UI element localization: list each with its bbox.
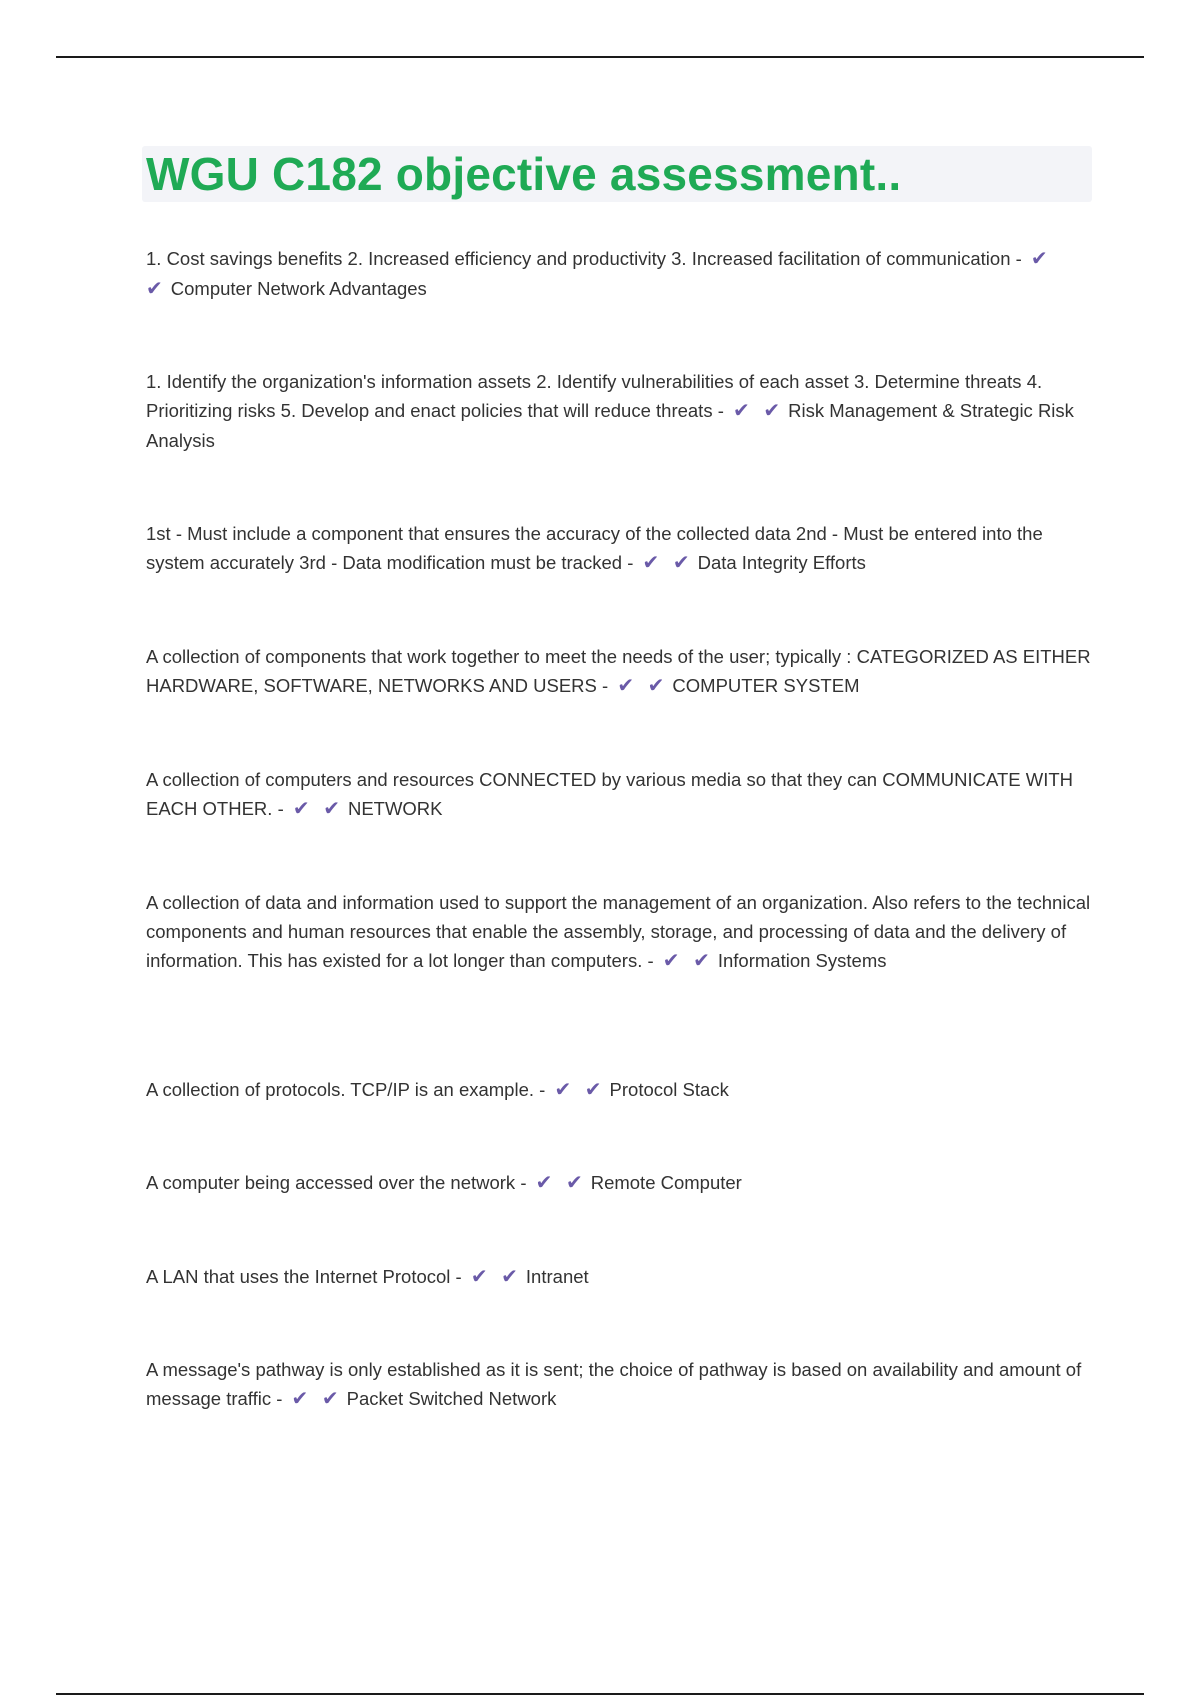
qa-entry [146,888,1096,976]
question-text: A LAN that uses the Internet Protocol - [146,1266,462,1287]
double-check-icon: ✔ ✔ [291,1388,343,1410]
question-text: A collection of components that work together to meet the needs of the user; typically : CATEGORIZED AS EITHER HARDWARE, SOFTWARE, NETWORKS AND USERS - [146,646,1091,696]
qa-entry [146,244,1096,304]
qa-entry [146,1355,1096,1414]
answer-text: COMPUTER SYSTEM [672,675,860,696]
question-text: A message's pathway is only established as it is sent; the choice of pathway is based on availability and amount of message traffic - [146,1359,1082,1409]
double-check-icon: ✔ ✔ [292,798,344,820]
qa-entry [146,765,1096,824]
question-text: A collection of protocols. TCP/IP is an example. - [146,1079,546,1100]
double-check-icon: ✔ ✔ [733,400,785,422]
answer-text: Information Systems [717,950,887,971]
question-text: A collection of computers and resources CONNECTED by various media so that they can COMMUNICATE WITH EACH OTHER. - [146,769,1074,819]
double-check-icon: ✔ ✔ [470,1266,522,1288]
top-rule [56,56,1144,58]
qa-entry [146,367,1096,455]
double-check-icon: ✔ ✔ [662,950,714,972]
double-check-icon: ✔ ✔ [146,248,1052,300]
answer-text: Risk Management & Strategic Risk Analysis [146,400,1074,451]
answer-text: Protocol Stack [609,1079,729,1100]
question-text: 1st - Must include a component that ensures the accuracy of the collected data 2nd - Must be entered into the system accurately 3rd - Data modification must be tracked - [146,523,1043,573]
qa-entry [146,1075,1096,1105]
answer-text: NETWORK [347,798,443,819]
bottom-rule [56,1693,1144,1695]
double-check-icon: ✔ ✔ [554,1079,606,1101]
answer-text: Packet Switched Network [346,1388,557,1409]
answer-text: Data Integrity Efforts [697,552,866,573]
page-title: WGU C182 objective assessment.. [146,148,902,200]
qa-entry [146,642,1096,701]
double-check-icon: ✔ ✔ [535,1172,587,1194]
question-text: 1. Identify the organization's information assets 2. Identify vulnerabilities of each asset 3. Determine threats 4. Prioritizing risks 5. Develop and enact policies that will reduce threats - [146,371,1043,421]
answer-text: Intranet [525,1266,589,1287]
qa-entry [146,1168,1096,1198]
double-check-icon: ✔ ✔ [617,675,669,697]
answer-text: Computer Network Advantages [170,278,427,299]
answer-text: Remote Computer [590,1172,742,1193]
question-text: A computer being accessed over the network - [146,1172,527,1193]
qa-entry [146,1262,1096,1292]
question-text: 1. Cost savings benefits 2. Increased efficiency and productivity 3. Increased facilitation of communication - [146,248,1022,269]
qa-entry [146,519,1096,578]
double-check-icon: ✔ ✔ [642,552,694,574]
question-text: A collection of data and information used to support the management of an organization. Also refers to the technical components and human resources that enable the assembly, storage, and processing of data and the delivery of information. This has existed for a lot longer than computers. - [146,892,1091,971]
